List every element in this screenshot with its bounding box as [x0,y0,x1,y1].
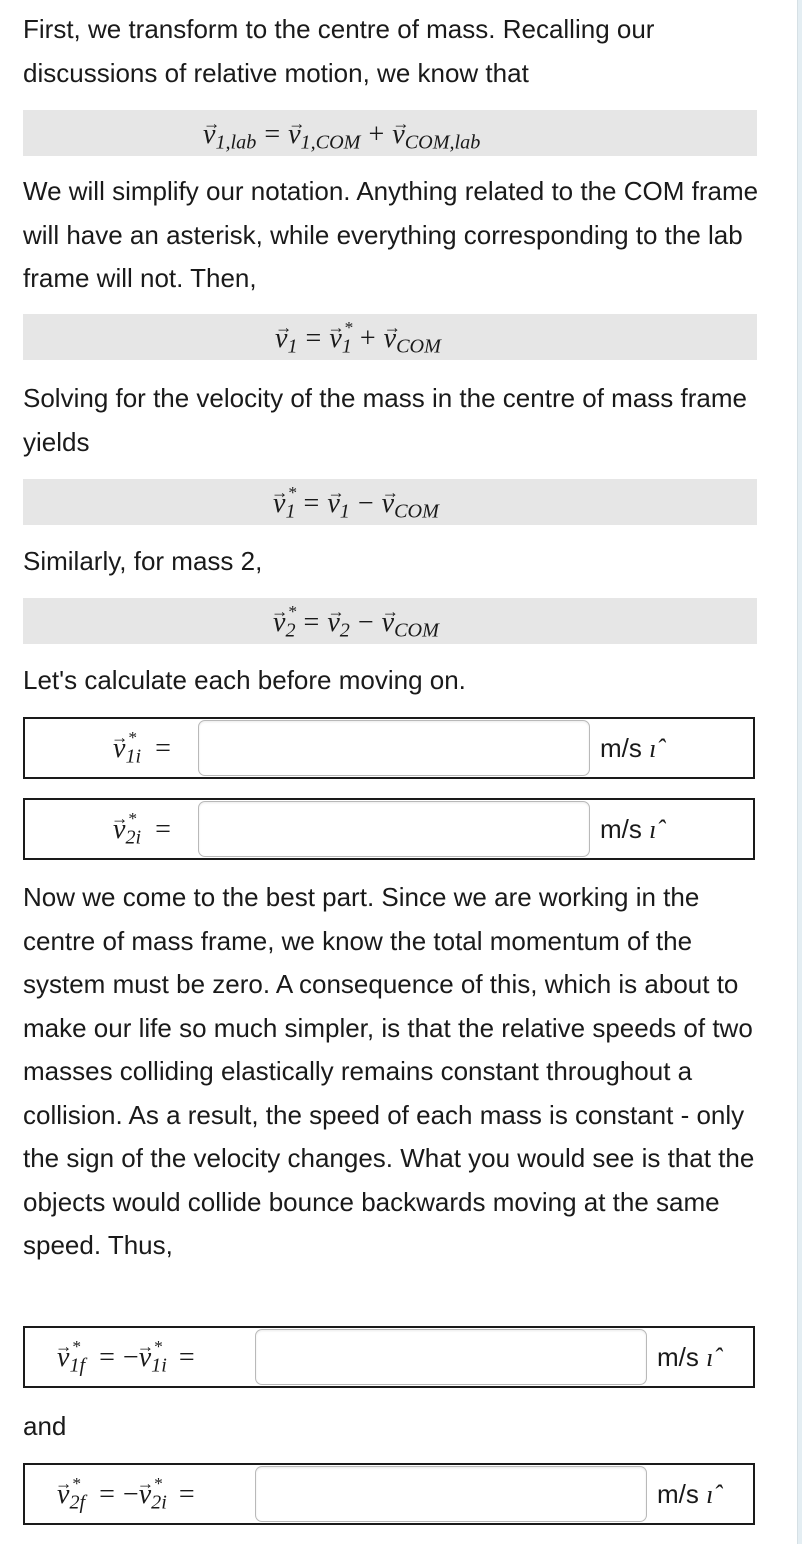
v1f-answer-input[interactable] [255,1329,647,1385]
unit-label-v1f: m/s ı̂ [657,1342,714,1372]
v1i-answer-input[interactable] [198,720,590,776]
equation-content: → $v_{1,lab} =\to v_{1,COM} +\to v_{COM,lab}$ [203,110,480,156]
paragraph-and: and [23,1411,67,1441]
equation-com-velocity-1 [23,479,757,525]
label-v1f: →* $v_{1f}$ = −→* $v_{1i}$ = [57,1328,203,1386]
unit-label-v1i: m/s ı̂ [600,733,657,763]
unit-label-v2f: m/s ı̂ [657,1479,714,1509]
equation-relative-velocity [23,110,757,156]
unit-label-v2i: m/s ı̂ [600,814,657,844]
unit-vector-i-hat: ı̂ [706,1343,714,1372]
label-v1i: →* $v_{1i}$ = [113,719,179,777]
vector-symbol: → v [203,110,215,160]
v2f-answer-input[interactable] [255,1466,647,1522]
paragraph-solving: Solving for the velocity of the mass in the centre of mass frame yields [23,383,747,457]
scrollbar-track[interactable] [797,0,802,1544]
answer-row-v1f [23,1326,755,1388]
equation-com-velocity-2 [23,598,757,644]
answer-row-v2i [23,798,755,860]
paragraph-intro: First, we transform to the centre of mass. Recalling our discussions of relative motion, we know that [23,14,655,88]
unit-vector-i-hat: ı̂ [649,734,657,763]
equation-content: →* $v_1 =\to v_1 -\to v_{COM}$ [273,479,439,525]
v2i-answer-input[interactable] [198,801,590,857]
equation-content: → $v_1$ =→* $v_1 +\to v_{COM}$ [275,314,441,360]
equation-content: →* $v_2 =\to v_2 -\to v_{COM}$ [273,598,439,644]
label-v2i: →* $v_{2i}$ = [113,800,179,858]
paragraph-mass-2: Similarly, for mass 2, [23,546,263,576]
paragraph-calculate: Let's calculate each before moving on. [23,665,466,695]
paragraph-notation: We will simplify our notation. Anything related to the COM frame will have an asterisk, while everything corresponding to the lab frame will not. Then, [23,176,759,293]
answer-row-v1i [23,717,755,779]
unit-vector-i-hat: ı̂ [649,815,657,844]
answer-row-v2f [23,1463,755,1525]
unit-vector-i-hat: ı̂ [706,1480,714,1509]
paragraph-best-part: Now we come to the best part. Since we are working in the centre of mass frame, we know the total momentum of the system must be zero. A consequence of this, which is about to make our life so much simpler, is that the relative speeds of two masses colliding elastically remains constant throughout a collision. As a result, the speed of each mass is constant - only the sign of the velocity changes. What you would see is that the objects would collide bounce backwards moving at the same speed. Thus, [23,882,755,1260]
label-v2f: →* $v_{2f}$ = −→* $v_{2i}$ = [57,1465,203,1523]
equation-lab-velocity [23,314,757,360]
